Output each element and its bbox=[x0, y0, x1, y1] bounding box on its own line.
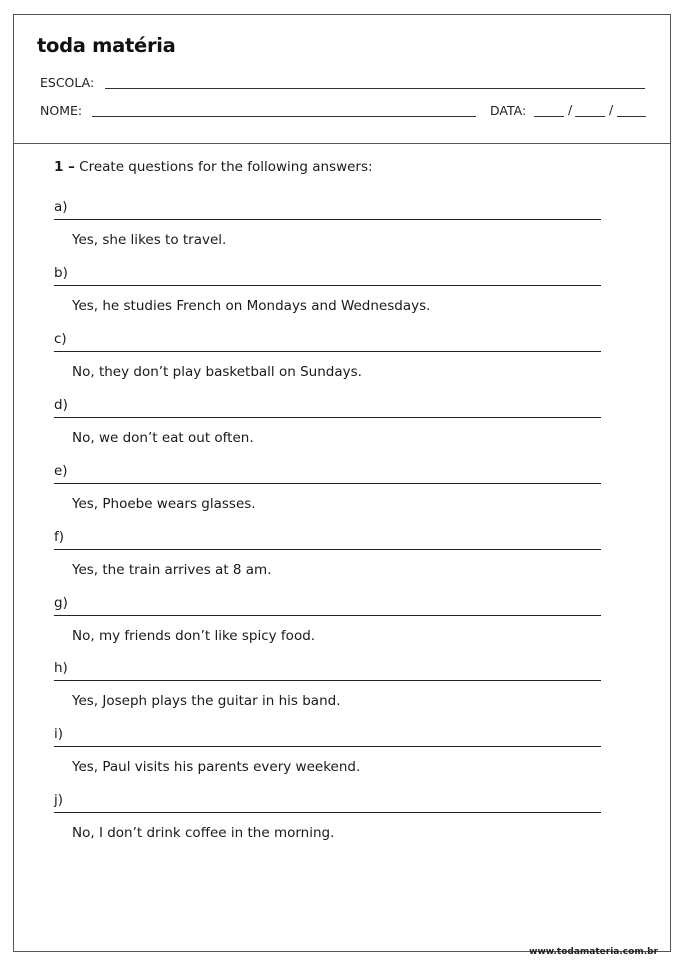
exercise-instruction-text: Create questions for the following answers: bbox=[79, 159, 373, 175]
answer-line[interactable] bbox=[54, 812, 601, 813]
list-item bbox=[54, 397, 602, 463]
school-label: ESCOLA: bbox=[40, 75, 95, 90]
list-item bbox=[54, 792, 602, 858]
date-month-line[interactable] bbox=[575, 116, 605, 117]
item-letter: a) bbox=[54, 199, 68, 215]
item-answer: Yes, Phoebe wears glasses. bbox=[72, 496, 256, 512]
date-separator: / bbox=[568, 102, 573, 117]
list-item bbox=[54, 463, 602, 529]
date-label: DATA: bbox=[490, 103, 527, 118]
answer-line[interactable] bbox=[54, 285, 601, 286]
list-item bbox=[54, 199, 602, 265]
footer-url: www.todamateria.com.br bbox=[529, 947, 658, 957]
date-separator: / bbox=[609, 102, 614, 117]
answer-line[interactable] bbox=[54, 351, 601, 352]
item-answer: Yes, the train arrives at 8 am. bbox=[72, 562, 272, 578]
name-field-line[interactable] bbox=[92, 116, 476, 117]
list-item bbox=[54, 660, 602, 726]
list-item bbox=[54, 595, 602, 661]
item-letter: d) bbox=[54, 397, 68, 413]
answer-line[interactable] bbox=[54, 417, 601, 418]
item-letter: c) bbox=[54, 331, 67, 347]
item-letter: f) bbox=[54, 529, 65, 545]
answer-line[interactable] bbox=[54, 746, 601, 747]
item-answer: Yes, Paul visits his parents every weekend. bbox=[72, 759, 361, 775]
item-answer: No, my friends don’t like spicy food. bbox=[72, 628, 316, 644]
list-item bbox=[54, 726, 602, 792]
list-item bbox=[54, 331, 602, 397]
item-letter: g) bbox=[54, 595, 68, 611]
answer-line[interactable] bbox=[54, 549, 601, 550]
school-field-line[interactable] bbox=[105, 88, 645, 89]
item-answer: Yes, he studies French on Mondays and Wednesdays. bbox=[72, 298, 431, 314]
answer-line[interactable] bbox=[54, 615, 601, 616]
item-answer: Yes, she likes to travel. bbox=[72, 232, 227, 248]
item-letter: e) bbox=[54, 463, 68, 479]
answer-line[interactable] bbox=[54, 483, 601, 484]
item-answer: No, I don’t drink coffee in the morning. bbox=[72, 825, 335, 841]
item-letter: j) bbox=[54, 792, 64, 808]
exercise-instruction bbox=[54, 159, 373, 175]
item-letter: b) bbox=[54, 265, 68, 281]
answer-line[interactable] bbox=[54, 680, 601, 681]
date-day-line[interactable] bbox=[534, 116, 564, 117]
exercise-number: 1 – bbox=[54, 159, 75, 175]
list-item bbox=[54, 529, 602, 595]
item-letter: i) bbox=[54, 726, 64, 742]
worksheet-header bbox=[14, 15, 670, 144]
name-label: NOME: bbox=[40, 103, 83, 118]
brand-logo: toda matéria bbox=[37, 34, 176, 57]
item-answer: No, they don’t play basketball on Sundays. bbox=[72, 364, 362, 380]
item-answer: Yes, Joseph plays the guitar in his band. bbox=[72, 693, 341, 709]
item-letter: h) bbox=[54, 660, 68, 676]
answer-line[interactable] bbox=[54, 219, 601, 220]
list-item bbox=[54, 265, 602, 331]
item-answer: No, we don’t eat out often. bbox=[72, 430, 254, 446]
date-year-line[interactable] bbox=[617, 116, 646, 117]
